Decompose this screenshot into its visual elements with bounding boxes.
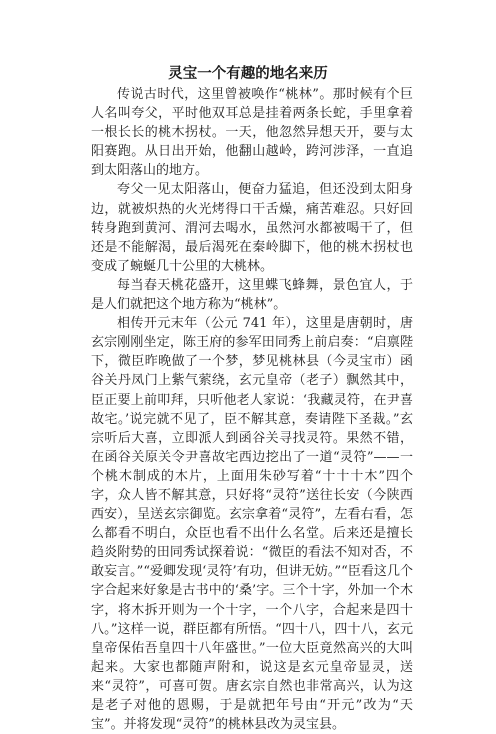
paragraph: 夸父一见太阳落山，便奋力猛追，但还没到太阳身边，就被炽热的火光烤得口干舌燥，痛苦难忍。只好回转身跑到黄河、渭河去喝水，虽然河水都被喝干了，但还是不能解渴，最后渴死在秦岭脚下，他的桃木拐杖也变成了蜿蜒几十公里的大桃林。 [91,182,413,274]
document-body [91,85,413,734]
paragraph: 传说古时代，这里曾被唤作“桃林”。那时候有个巨人名叫夸父，平时他双耳总是挂着两条长蛇，手里拿着一根长长的桃木拐杖。一天，他忽然异想天开，要与太阳赛跑。从日出开始，他翻山越岭，跨河涉泽，一直追到太阳落山的地方。 [91,87,413,179]
document-title: 灵宝一个有趣的地名来历 [168,66,328,82]
paragraph: 每当春天桃花盛开，这里蝶飞蜂舞，景色宜人，于是人们就把这个地方称为“桃林”。 [91,277,413,313]
paragraph: 相传开元末年（公元 741 年），这里是唐朝时，唐玄宗刚刚坐定，陈王府的参军田同秀上前启奏：“启禀陛下，微臣昨晚做了一个梦，梦见桃林县（今灵宝市）函谷关丹凤门上紫气萦绕，玄元皇帝（老子）飘然其中，臣正要上前叩拜，只听他老人家说：‘我藏灵符，在尹喜故宅。’说完就不见了，臣不解其意，奏请陛下圣裁。”玄宗听后大喜，立即派人到函谷关寻找灵符。果然不错，在函谷关原关令尹喜故宅西边挖出了一道“灵符”——一个桃木制成的木片，上面用朱砂写着“十十十木”四个字，众人皆不解其意，只好将“灵符”送往长安（今陕西西安），呈送玄宗御览。玄宗拿着“灵符”，左看右看，怎么都看不明白，众臣也看不出什么名堂。后来还是擅长趋炎附势的田同秀试探着说：“微臣的看法不知对否，不敢妄言。”“爱卿发现‘灵符’有功，但讲无妨。”“臣看这几个字合起来好象是古书中的‘桑’字。三个十字，外加一个木字，将木拆开则为一个十字，一个八字，合起来是四十八。”这样一说，群臣都有所悟。“四十八，四十八，玄元皇帝保佑吾皇四十八年盛世。”一位大臣竟然高兴的大叫起来。大家也都随声附和，说这是玄元皇帝显灵，送来“灵符”，可喜可贺。唐玄宗自然也非常高兴，认为这是老子对他的恩赐，于是就把年号由“开元”改为“天宝”。并将发现“灵符”的桃林县改为灵宝县。 [91,316,413,733]
